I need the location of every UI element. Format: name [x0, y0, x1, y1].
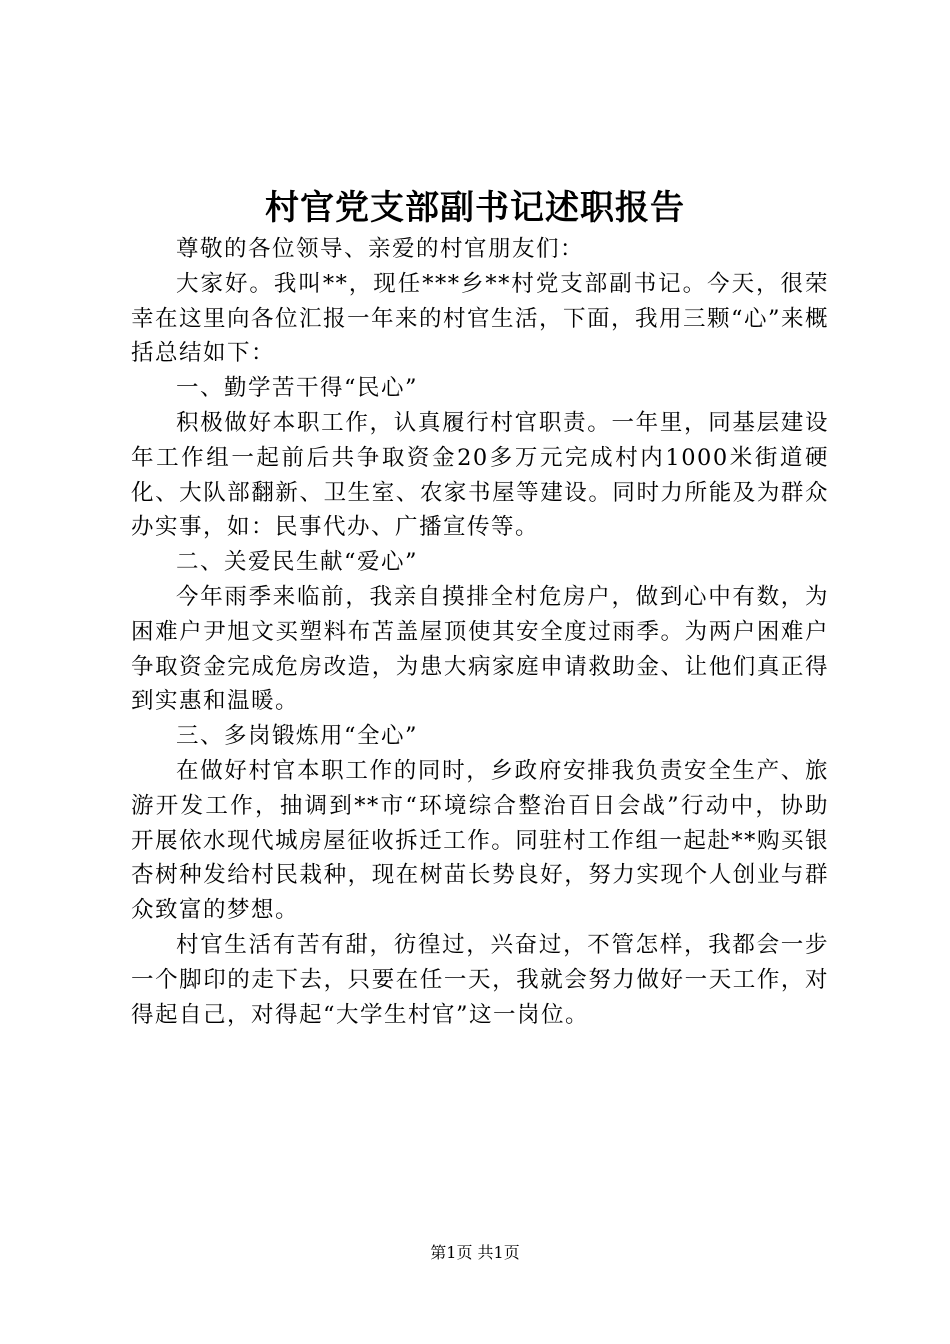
body-paragraph: 大家好。我叫**，现任***乡**村党支部副书记。今天，很荣幸在这里向各位汇报一年来的村官生活，下面，我用三颗“心”来概括总结如下： — [131, 270, 830, 367]
closing-paragraph: 村官生活有苦有甜，彷徨过，兴奋过，不管怎样，我都会一步一个脚印的走下去，只要在任一天，我就会努力做好一天工作，对得起自己，对得起“大学生村官”这一岗位。 — [131, 931, 829, 1028]
body-paragraph: 今年雨季来临前，我亲自摸排全村危房户，做到心中有数，为困难户尹旭文买塑料布苫盖屋顶使其安全度过雨季。为两户困难户争取资金完成危房改造，为患大病家庭申请救助金、让他们真正得到实惠和温暖。 — [131, 583, 829, 715]
document-body — [131, 232, 829, 1032]
document-title: 村官党支部副书记述职报告 — [265, 188, 685, 228]
page-number-footer: 第1页 共1页 — [430, 1243, 520, 1262]
body-paragraph: 积极做好本职工作，认真履行村官职责。一年里，同基层建设年工作组一起前后共争取资金20多万元完成村内1000米街道硬化、大队部翻新、卫生室、农家书屋等建设。同时力所能及为群众办实事，如：民事代办、广播宣传等。 — [131, 409, 829, 541]
salutation: 尊敬的各位领导、亲爱的村官朋友们： — [176, 236, 585, 262]
section-heading: 三、多岗锻炼用“全心” — [176, 723, 419, 750]
body-paragraph: 在做好村官本职工作的同时，乡政府安排我负责安全生产、旅游开发工作，抽调到**市“环境综合整治百日会战”行动中，协助开展依水现代城房屋征收拆迁工作。同驻村工作组一起赴**购买银杏树种发给村民栽种，现在树苗长势良好，努力实现个人创业与群众致富的梦想。 — [131, 757, 829, 924]
section-heading: 一、勤学苦干得“民心” — [176, 375, 419, 402]
section-heading: 二、关爱民生献“爱心” — [176, 549, 419, 576]
